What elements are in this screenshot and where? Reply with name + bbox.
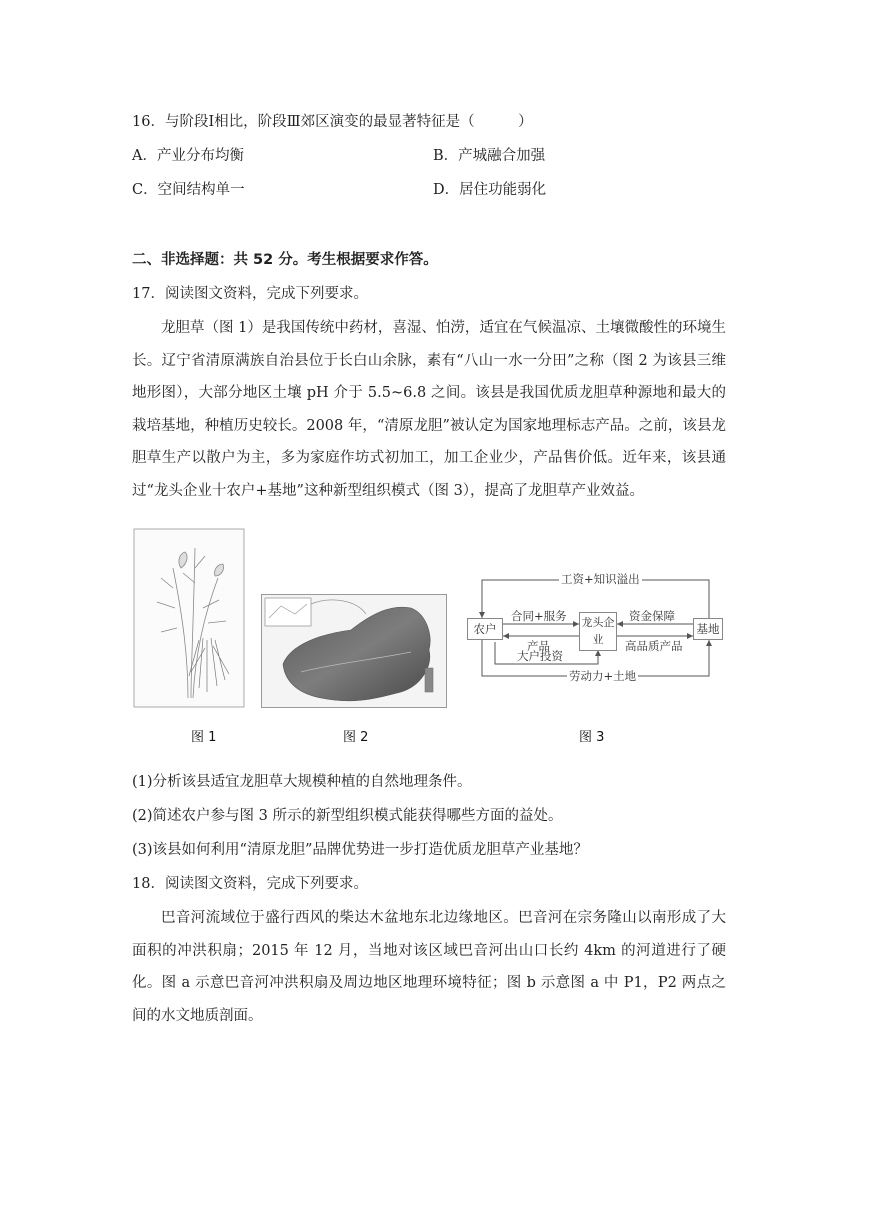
fig2-terrain-map	[261, 594, 447, 708]
fig3-node-base: 基地	[693, 618, 723, 640]
q16-option-d: D．居住功能弱化	[433, 182, 547, 198]
q17-figures	[133, 528, 723, 743]
q16-stem: 16．与阶段Ⅰ相比，阶段Ⅲ郊区演变的最显著特征是（ ）	[132, 114, 533, 130]
q18-stem: 18．阅读图文资料，完成下列要求。	[132, 876, 368, 892]
fig3-label-invest: 大户投资	[517, 649, 563, 663]
section-heading: 二、非选择题：共 52 分。考生根据要求作答。	[132, 252, 438, 268]
q17-paragraph: 龙胆草（图 1）是我国传统中药材，喜湿、怕涝，适宜在气候温凉、土壤微酸性的环境生长。辽宁省清原满族自治县位于长白山余脉，素有“八山一水一分田”之称（图 2 为该县三维地形图），大部分地区土壤 pH 介于 5.5~6.8 之间。该县是我国优质龙胆草种源地和最大的栽培基地，种植历史较长。2008 年，“清原龙胆”被认定为国家地理标志产品。之前，该县龙胆草生产以散户为主，多为家庭作坊式初加工，加工企业少，产品售价低。近年来，该县通过“龙头企业十农户+基地”这种新型组织模式（图 3），提高了龙胆草产业效益。	[132, 320, 726, 499]
q17-sub-1: (1)分析该县适宜龙胆草大规模种植的自然地理条件。	[132, 774, 472, 790]
fig3-diagram	[467, 568, 723, 710]
q16-option-c: C．空间结构单一	[132, 182, 245, 198]
fig1-plant-illustration	[133, 528, 245, 708]
q16-option-b: B．产城融合加强	[433, 148, 546, 164]
fig3-label-quality: 高品质产品	[625, 639, 683, 653]
fig3-label-product: 产品	[527, 639, 550, 653]
fig3-node-farmer: 农户	[467, 618, 503, 640]
fig3-bottom-label: 劳动力+土地	[569, 669, 637, 683]
q17-sub-3: (3)该县如何利用“清原龙胆”品牌优势进一步打造优质龙胆草产业基地？	[132, 842, 588, 858]
q17-stem: 17．阅读图文资料，完成下列要求。	[132, 286, 368, 302]
fig3-top-label: 工资+知识溢出	[561, 572, 640, 586]
q16-option-a: A．产业分布均衡	[132, 148, 244, 164]
fig3-label-contract: 合同+服务	[511, 609, 567, 623]
fig3-node-leader: 龙头企业	[579, 612, 617, 651]
fig2-caption: 图 2	[343, 730, 369, 745]
fig3-caption: 图 3	[579, 730, 605, 745]
fig1-caption: 图 1	[191, 730, 217, 745]
fig3-label-funding: 资金保障	[629, 609, 675, 623]
q17-sub-2: (2)简述农户参与图 3 所示的新型组织模式能获得哪些方面的益处。	[132, 808, 563, 824]
q18-paragraph: 巴音河流域位于盛行西风的柴达木盆地东北边缘地区。巴音河在宗务隆山以南形成了大面积的冲洪积扇；2015 年 12 月，当地对该区域巴音河出山口长约 4km 的河道进行了硬化。图 a 示意巴音河冲洪积扇及周边地区地理环境特征；图 b 示意图 a 中 P1，P2 两点之间的水文地质剖面。	[132, 910, 726, 1024]
